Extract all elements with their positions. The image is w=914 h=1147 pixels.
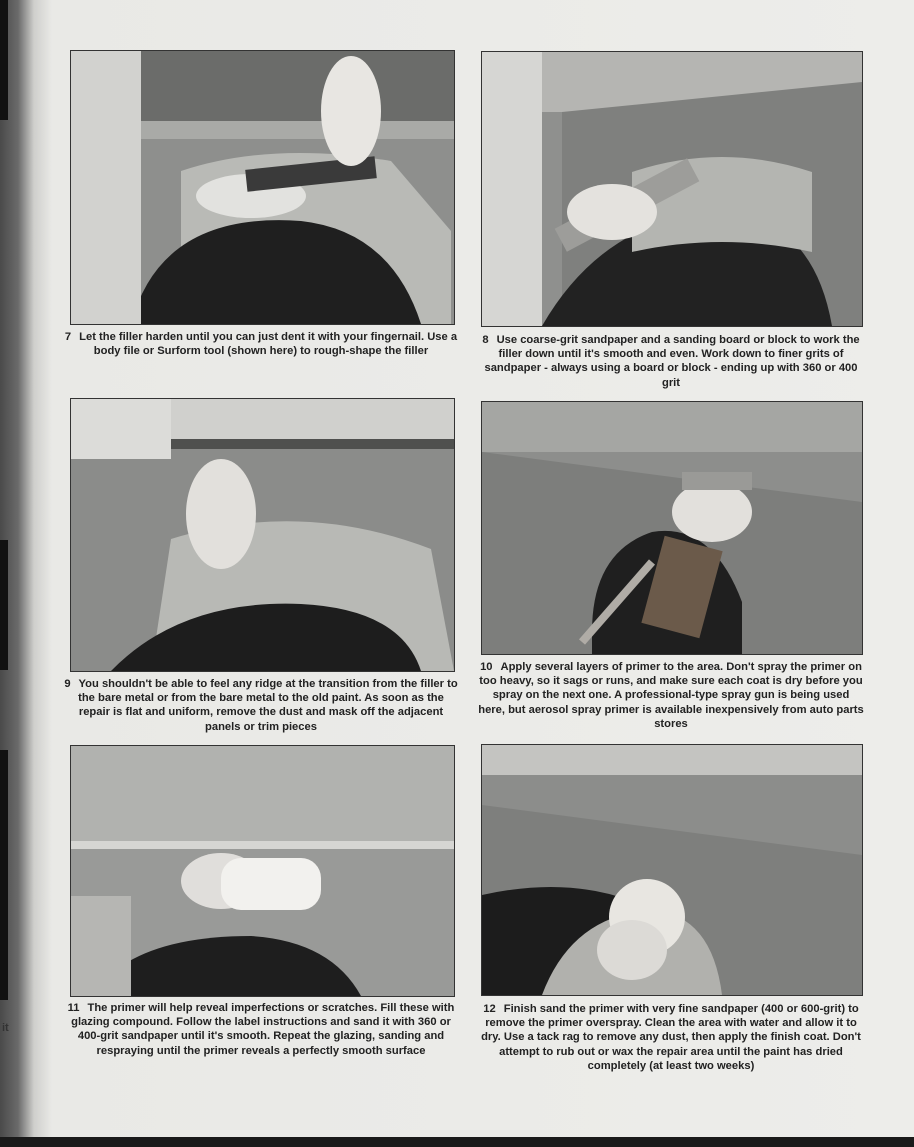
margin-fragment-text: it: [2, 1022, 9, 1034]
photo-step-8-sanding-board: [481, 51, 863, 327]
caption-step-9: 9 You shouldn't be able to feel any ridge at the transition from the filler to the bare metal or from the bare metal to the old paint. As soon as the repair is flat and uniform, remove the dust and mask off the adjacent panels or trim pieces: [64, 678, 458, 733]
page-spine-shadow: [0, 540, 8, 670]
caption-step-8: 8 Use coarse-grit sandpaper and a sanding board or block to work the filler down until it's smooth and even. Work down to finer grits of sandpaper - always using a board or block - ending up with 360 or 400 grit: [482, 334, 860, 389]
page-spine-shadow: [0, 0, 8, 120]
photo-step-9-feel-ridge: [70, 398, 455, 672]
page-spine-shadow: [0, 750, 8, 1000]
photo-step-11-glazing: [70, 745, 455, 997]
page-bottom-edge: [0, 1137, 914, 1147]
caption-step-7: 7 Let the filler harden until you can just dent it with your fingernail. Use a body file or Surform tool (shown here) to rough-shape the filler: [64, 331, 458, 358]
photo-step-10-spray-primer: [481, 401, 863, 655]
caption-step-11: 11 The primer will help reveal imperfections or scratches. Fill these with glazing compound. Follow the label instructions and sand it with 360 or 400-grit sandpaper until it's smooth. Repeat the glazing, sanding and respraying until the primer reveals a perfectly smooth surface: [67, 1002, 455, 1057]
caption-step-10: 10 Apply several layers of primer to the area. Don't spray the primer on too heavy, so it sags or runs, and make sure each coat is dry before you spray on the next one. A professional-type spray gun is being used here, but aerosol spray primer is available inexpensively from auto parts stores: [478, 661, 864, 730]
photo-step-12-finish-sand: [481, 744, 863, 996]
caption-step-12: 12 Finish sand the primer with very fine sandpaper (400 or 600-grit) to remove the primer overspray. Clean the area with water and allow it to dry. Use a tack rag to remove any dust, then apply the finish coat. Don't attempt to rub out or wax the repair area until the paint has dried completely (at least two weeks): [481, 1003, 861, 1072]
photo-step-7-file-filler: [70, 50, 455, 325]
